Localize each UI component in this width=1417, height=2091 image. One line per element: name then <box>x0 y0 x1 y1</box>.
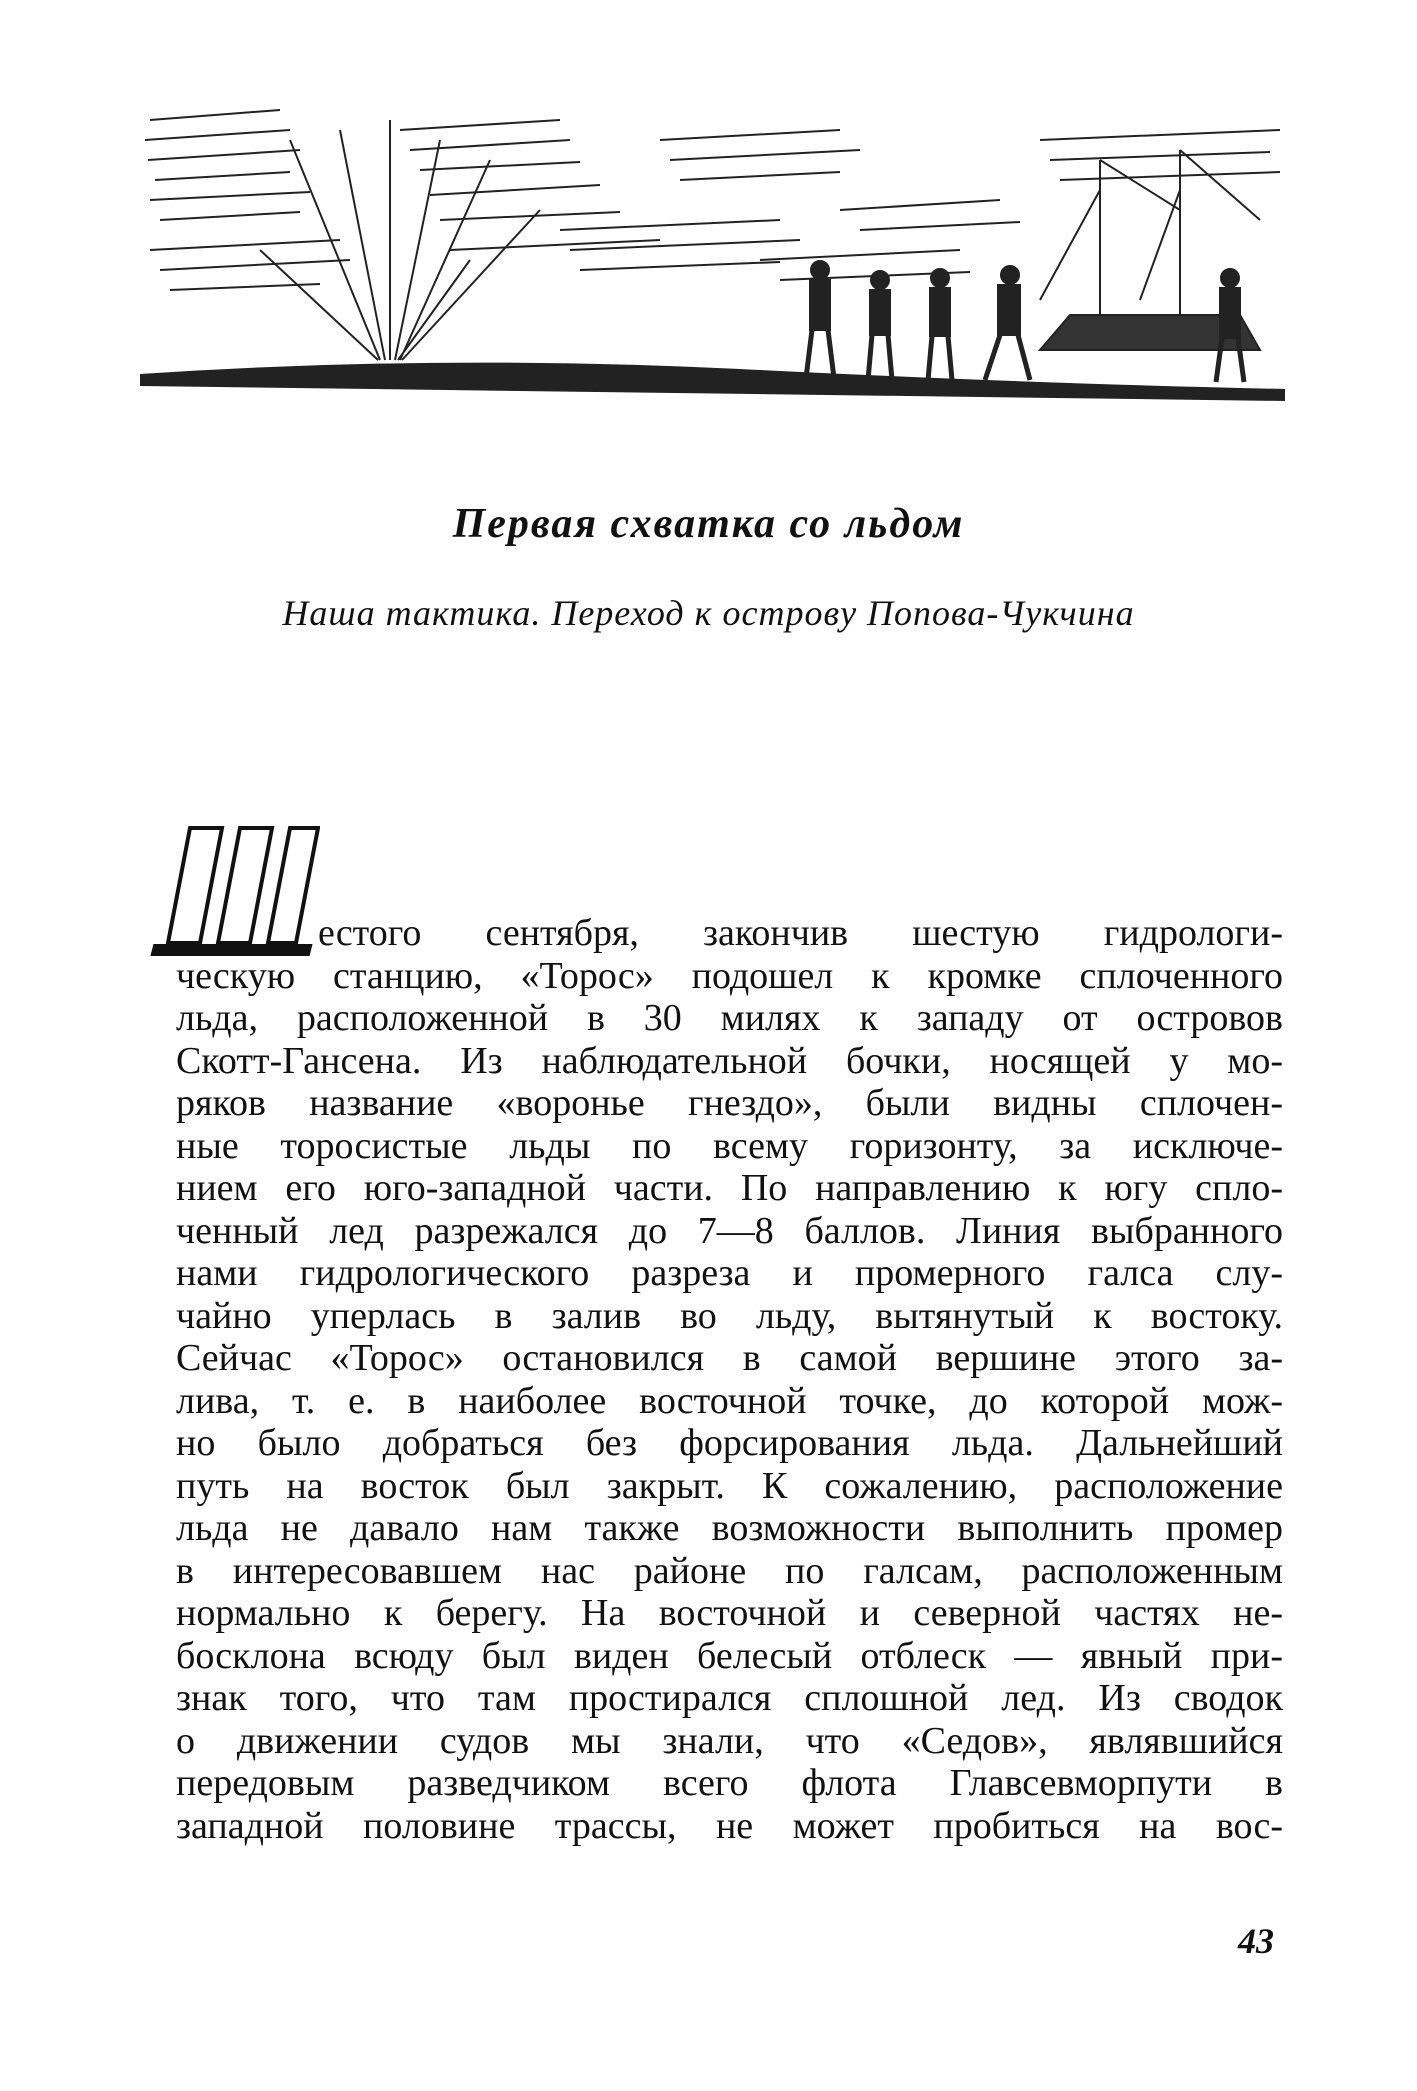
text-line: нами гидрологического разреза и промерного галса слу- <box>176 1252 1283 1294</box>
text-line: ряков название «воронье гнездо», были видны сплочен- <box>176 1082 1283 1124</box>
text-line: Скотт-Гансена. Из наблюдательной бочки, носящей у мо- <box>176 1039 1283 1082</box>
drop-cap-letter <box>150 818 320 958</box>
text-line: западной половине трассы, не может пробиться на вос- <box>176 1804 1283 1847</box>
text-line: в интересовавшем нас районе по галсам, расположенным <box>176 1549 1283 1592</box>
text-line: нием его юго-западной части. По направлению к югу спло- <box>176 1167 1283 1209</box>
text-line: ные торосистые льды по всему горизонту, за исключе- <box>176 1124 1283 1167</box>
text-line: знак того, что там простирался сплошной лед. Из сводок <box>176 1677 1283 1719</box>
text-line: но было добраться без форсирования льда. Дальнейший <box>176 1422 1283 1464</box>
text-line: босклона всюду был виден белесый отблеск — явный при- <box>176 1634 1283 1677</box>
chapter-illustration <box>140 100 1285 410</box>
text-line: о движении судов мы знали, что «Седов», являвшийся <box>176 1719 1283 1762</box>
text-line: лива, т. е. в наиболее восточной точке, до которой мож- <box>176 1379 1283 1422</box>
text-line: ческую станцию, «Торос» подошел к кромке сплоченного <box>176 954 1283 997</box>
text-line: ченный лед разрежался до 7—8 баллов. Линия выбранного <box>176 1209 1283 1252</box>
text-line: путь на восток был закрыт. К сожалению, расположение <box>176 1464 1283 1507</box>
text-line: чайно уперлась в залив во льду, вытянутый к востоку. <box>176 1294 1283 1337</box>
text-line: льда не давало нам также возможности выполнить промер <box>176 1507 1283 1549</box>
chapter-title: Первая схватка со льдом <box>452 501 965 547</box>
text-line: Сейчас «Торос» остановился в самой вершине этого за- <box>176 1337 1283 1379</box>
chapter-subtitle: Наша тактика. Переход к острову Попова-Чукчина <box>282 593 1135 633</box>
text-line: передовым разведчиком всего флота Главсевморпути в <box>176 1762 1283 1804</box>
text-line: льда, расположенной в 30 милях к западу от островов <box>176 997 1283 1039</box>
text-line: нормально к берегу. На восточной и северной частях не- <box>176 1592 1283 1634</box>
page-number: 43 <box>1238 1921 1274 1961</box>
text-line: естого сентября, закончив шестую гидрологи- <box>318 912 1283 954</box>
